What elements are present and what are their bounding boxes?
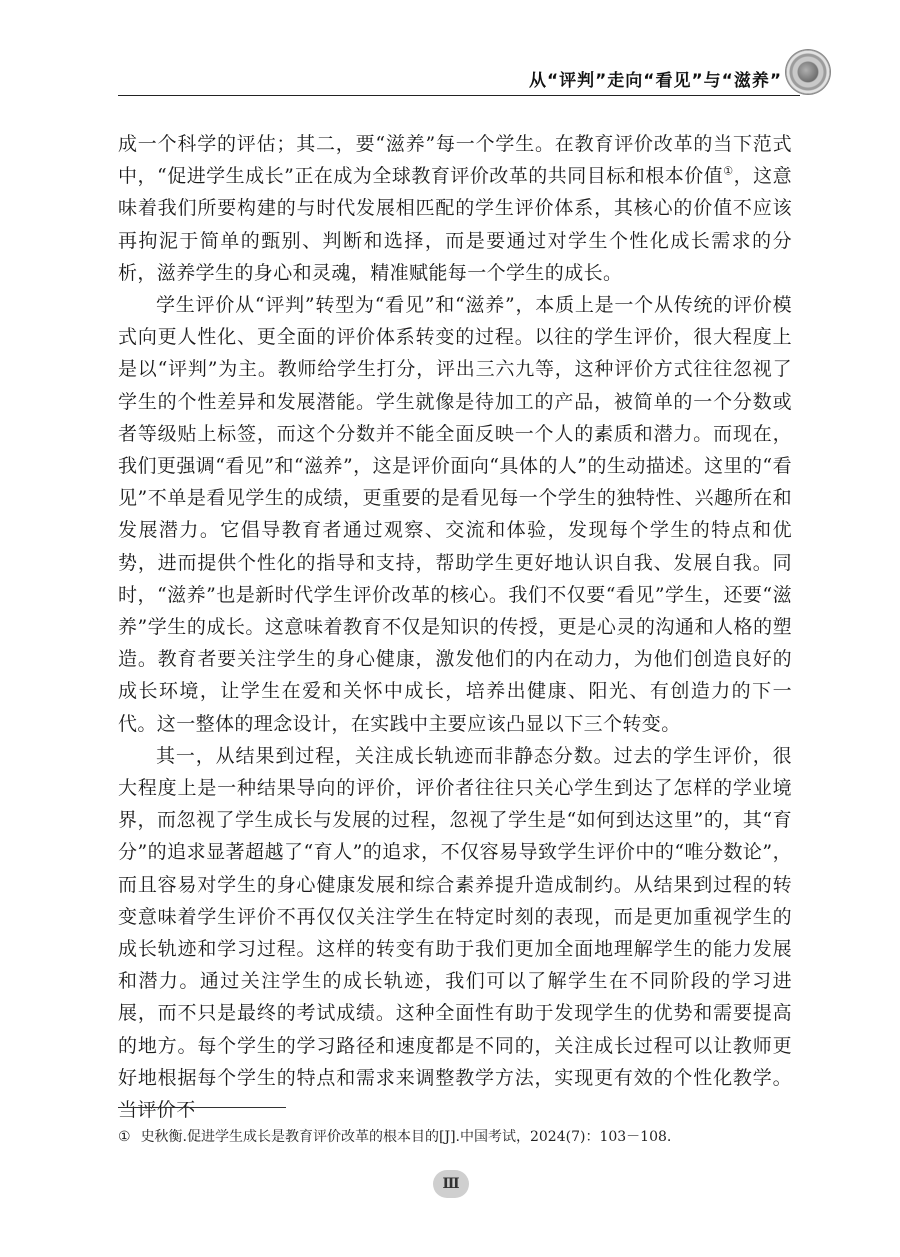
- header-rule: [118, 95, 800, 96]
- footnote: [118, 1127, 792, 1147]
- paragraph-1-text: 成一个科学的评估；其二，要“滋养”每一个学生。在教育评价改革的当下范式中，“促进学生成长”正在成为全球教育评价改革的共同目标和根本价值: [118, 133, 792, 188]
- page-number: Ⅲ: [433, 1170, 469, 1198]
- paragraph-1: [118, 128, 792, 289]
- footnote-mark: ①: [118, 1129, 131, 1145]
- running-header: [118, 50, 830, 96]
- paragraph-1-tail: ，这意味着我们所要构建的与时代发展相匹配的学生评价体系，其核心的价值不应该再拘泥于简单的甄别、判断和选择，而是要通过对学生个性化成长需求的分析，滋养学生的身心和灵魂，精准赋能每一个学生的成长。: [118, 165, 792, 284]
- circular-seal-icon: [786, 50, 830, 94]
- footnote-divider: [118, 1107, 286, 1108]
- body-text: [118, 128, 792, 1126]
- running-header-title: 从“评判”走向“看见”与“滋养”: [528, 71, 782, 91]
- footnote-reference[interactable]: ①: [723, 164, 734, 178]
- footnote-text: 史秋衡.促进学生成长是教育评价改革的根本目的[J].中国考试，2024(7)：103－108.: [140, 1129, 672, 1145]
- paragraph-2: 学生评价从“评判”转型为“看见”和“滋养”，本质上是一个从传统的评价模式向更人性化、更全面的评价体系转变的过程。以往的学生评价，很大程度上是以“评判”为主。教师给学生打分，评出三六九等，这种评价方式往往忽视了学生的个性差异和发展潜能。学生就像是待加工的产品，被简单的一个分数或者等级贴上标签，而这个分数并不能全面反映一个人的素质和潜力。而现在，我们更强调“看见”和“滋养”，这是评价面向“具体的人”的生动描述。这里的“看见”不单是看见学生的成绩，更重要的是看见每一个学生的独特性、兴趣所在和发展潜力。它倡导教育者通过观察、交流和体验，发现每个学生的特点和优势，进而提供个性化的指导和支持，帮助学生更好地认识自我、发展自我。同时，“滋养”也是新时代学生评价改革的核心。我们不仅要“看见”学生，还要“滋养”学生的成长。这意味着教育不仅是知识的传授，更是心灵的沟通和人格的塑造。教育者要关注学生的身心健康，激发他们的内在动力，为他们创造良好的成长环境，让学生在爱和关怀中成长，培养出健康、阳光、有创造力的下一代。这一整体的理念设计，在实践中主要应该凸显以下三个转变。: [118, 294, 792, 735]
- seal-center: [798, 62, 818, 82]
- paragraph-3: 其一，从结果到过程，关注成长轨迹而非静态分数。过去的学生评价，很大程度上是一种结果导向的评价，评价者往往只关心学生到达了怎样的学业境界，而忽视了学生成长与发展的过程，忽视了学生是“如何到达这里”的，其“育分”的追求显著超越了“育人”的追求，不仅容易导致学生评价中的“唯分数论”，而且容易对学生的身心健康发展和综合素养提升造成制约。从结果到过程的转变意味着学生评价不再仅仅关注学生在特定时刻的表现，而是更加重视学生的成长轨迹和学习过程。这样的转变有助于我们更加全面地理解学生的能力发展和潜力。通过关注学生的成长轨迹，我们可以了解学生在不同阶段的学习进展，而不只是最终的考试成绩。这种全面性有助于发现学生的优势和需要提高的地方。每个学生的学习路径和速度都是不同的，关注成长过程可以让教师更好地根据每个学生的特点和需求来调整教学方法，实现更有效的个性化教学。当评价不: [118, 744, 792, 1122]
